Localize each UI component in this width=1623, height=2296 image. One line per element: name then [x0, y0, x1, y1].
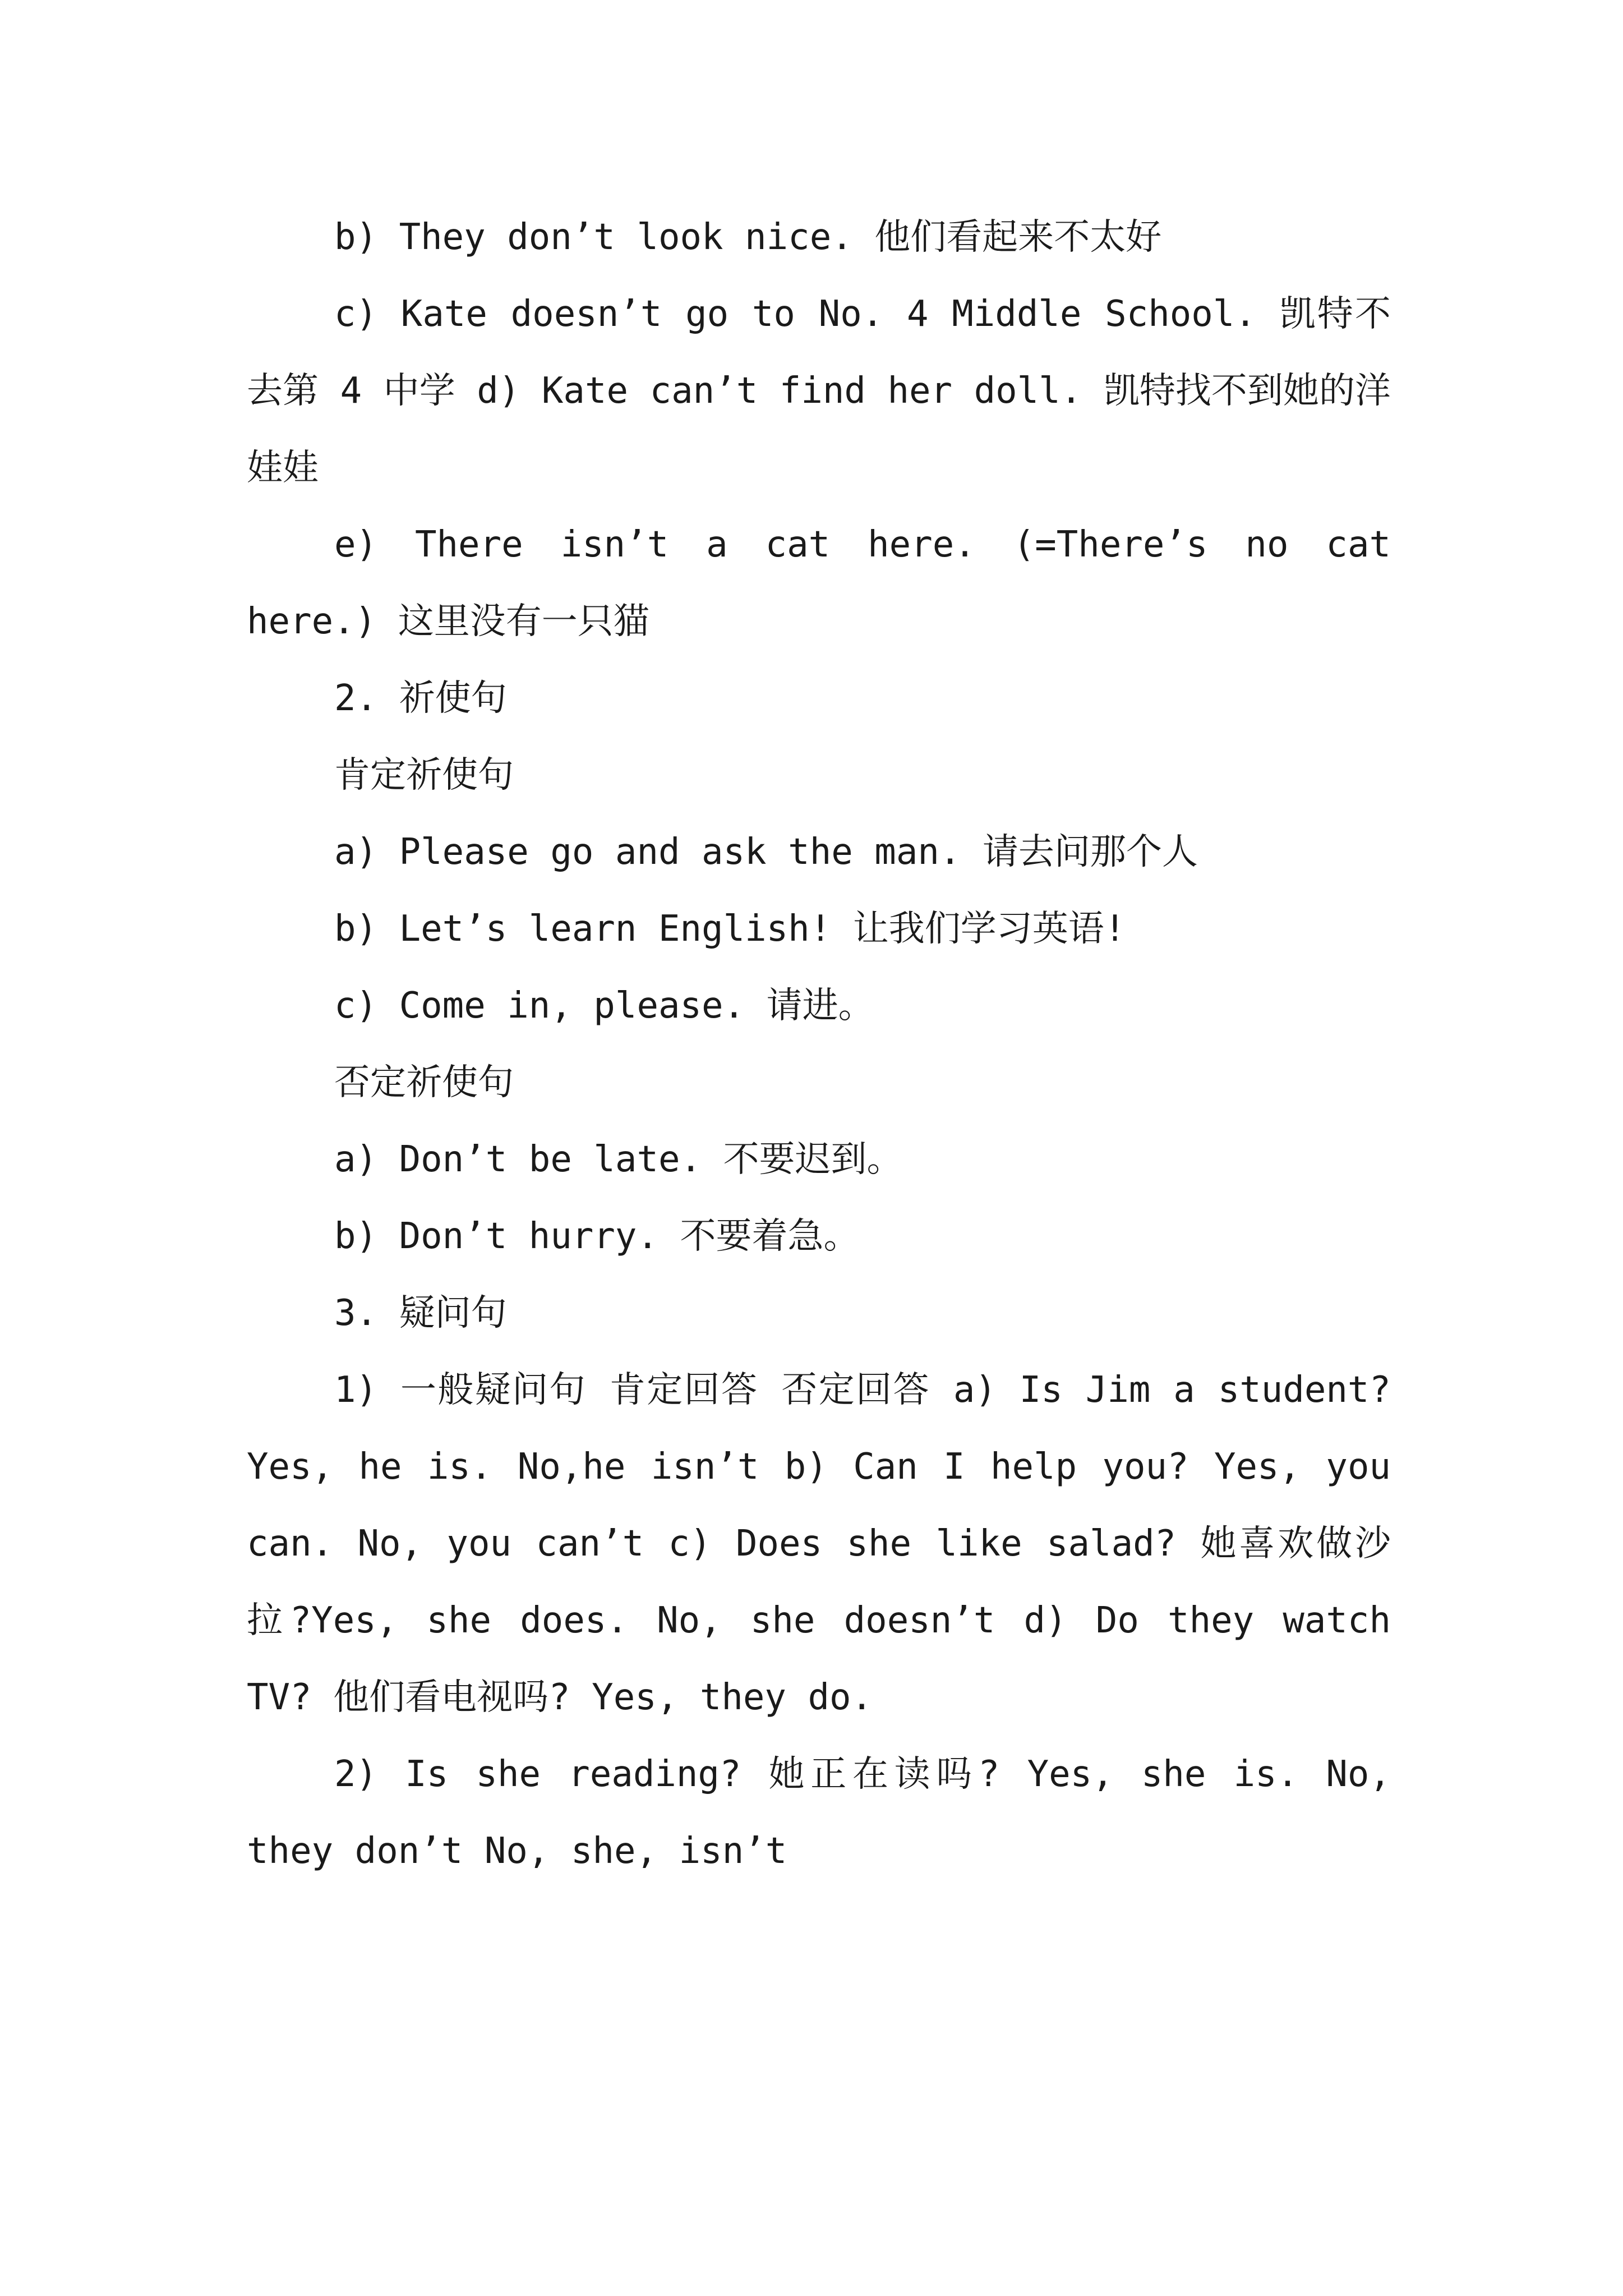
- paragraph: b) Let’s learn English! 让我们学习英语!: [334, 908, 1126, 950]
- paragraph: 2) Is she reading? 她正在读吗? Yes, she is. No, they don’t No, she, isn’t: [247, 1754, 1391, 1872]
- document-body: [247, 199, 1391, 1890]
- paragraph: e) There isn’t a cat here. (=There’s no cat here.) 这里没有一只猫: [247, 524, 1391, 642]
- paragraph: a) Don’t be late. 不要迟到。: [334, 1139, 903, 1180]
- subsection-heading: 否定祈使句: [334, 1062, 514, 1103]
- section-heading: 2. 祈使句: [334, 678, 507, 719]
- paragraph: b) They don’t look nice. 他们看起来不太好: [334, 217, 1162, 258]
- subsection-heading: 肯定祈使句: [334, 754, 514, 796]
- section-heading: 3. 疑问句: [334, 1292, 507, 1334]
- paragraph: b) Don’t hurry. 不要着急。: [334, 1216, 860, 1257]
- paragraph: a) Please go and ask the man. 请去问那个人: [334, 831, 1198, 873]
- paragraph: 1) 一般疑问句 肯定回答 否定回答 a) Is Jim a student? Yes, he is. No,he isn’t b) Can I help you? Yes, you can. No, you can’t c) Does she like salad? 她喜欢做沙拉?Yes, she does. No, she doesn’t d) Do they watch TV? 他们看电视吗? Yes, they do.: [247, 1369, 1391, 1718]
- paragraph: c) Come in, please. 请进。: [334, 985, 874, 1027]
- paragraph: c) Kate doesn’t go to No. 4 Middle School. 凯特不去第 4 中学 d) Kate can’t find her doll. 凯特找不到她的洋娃娃: [247, 293, 1391, 489]
